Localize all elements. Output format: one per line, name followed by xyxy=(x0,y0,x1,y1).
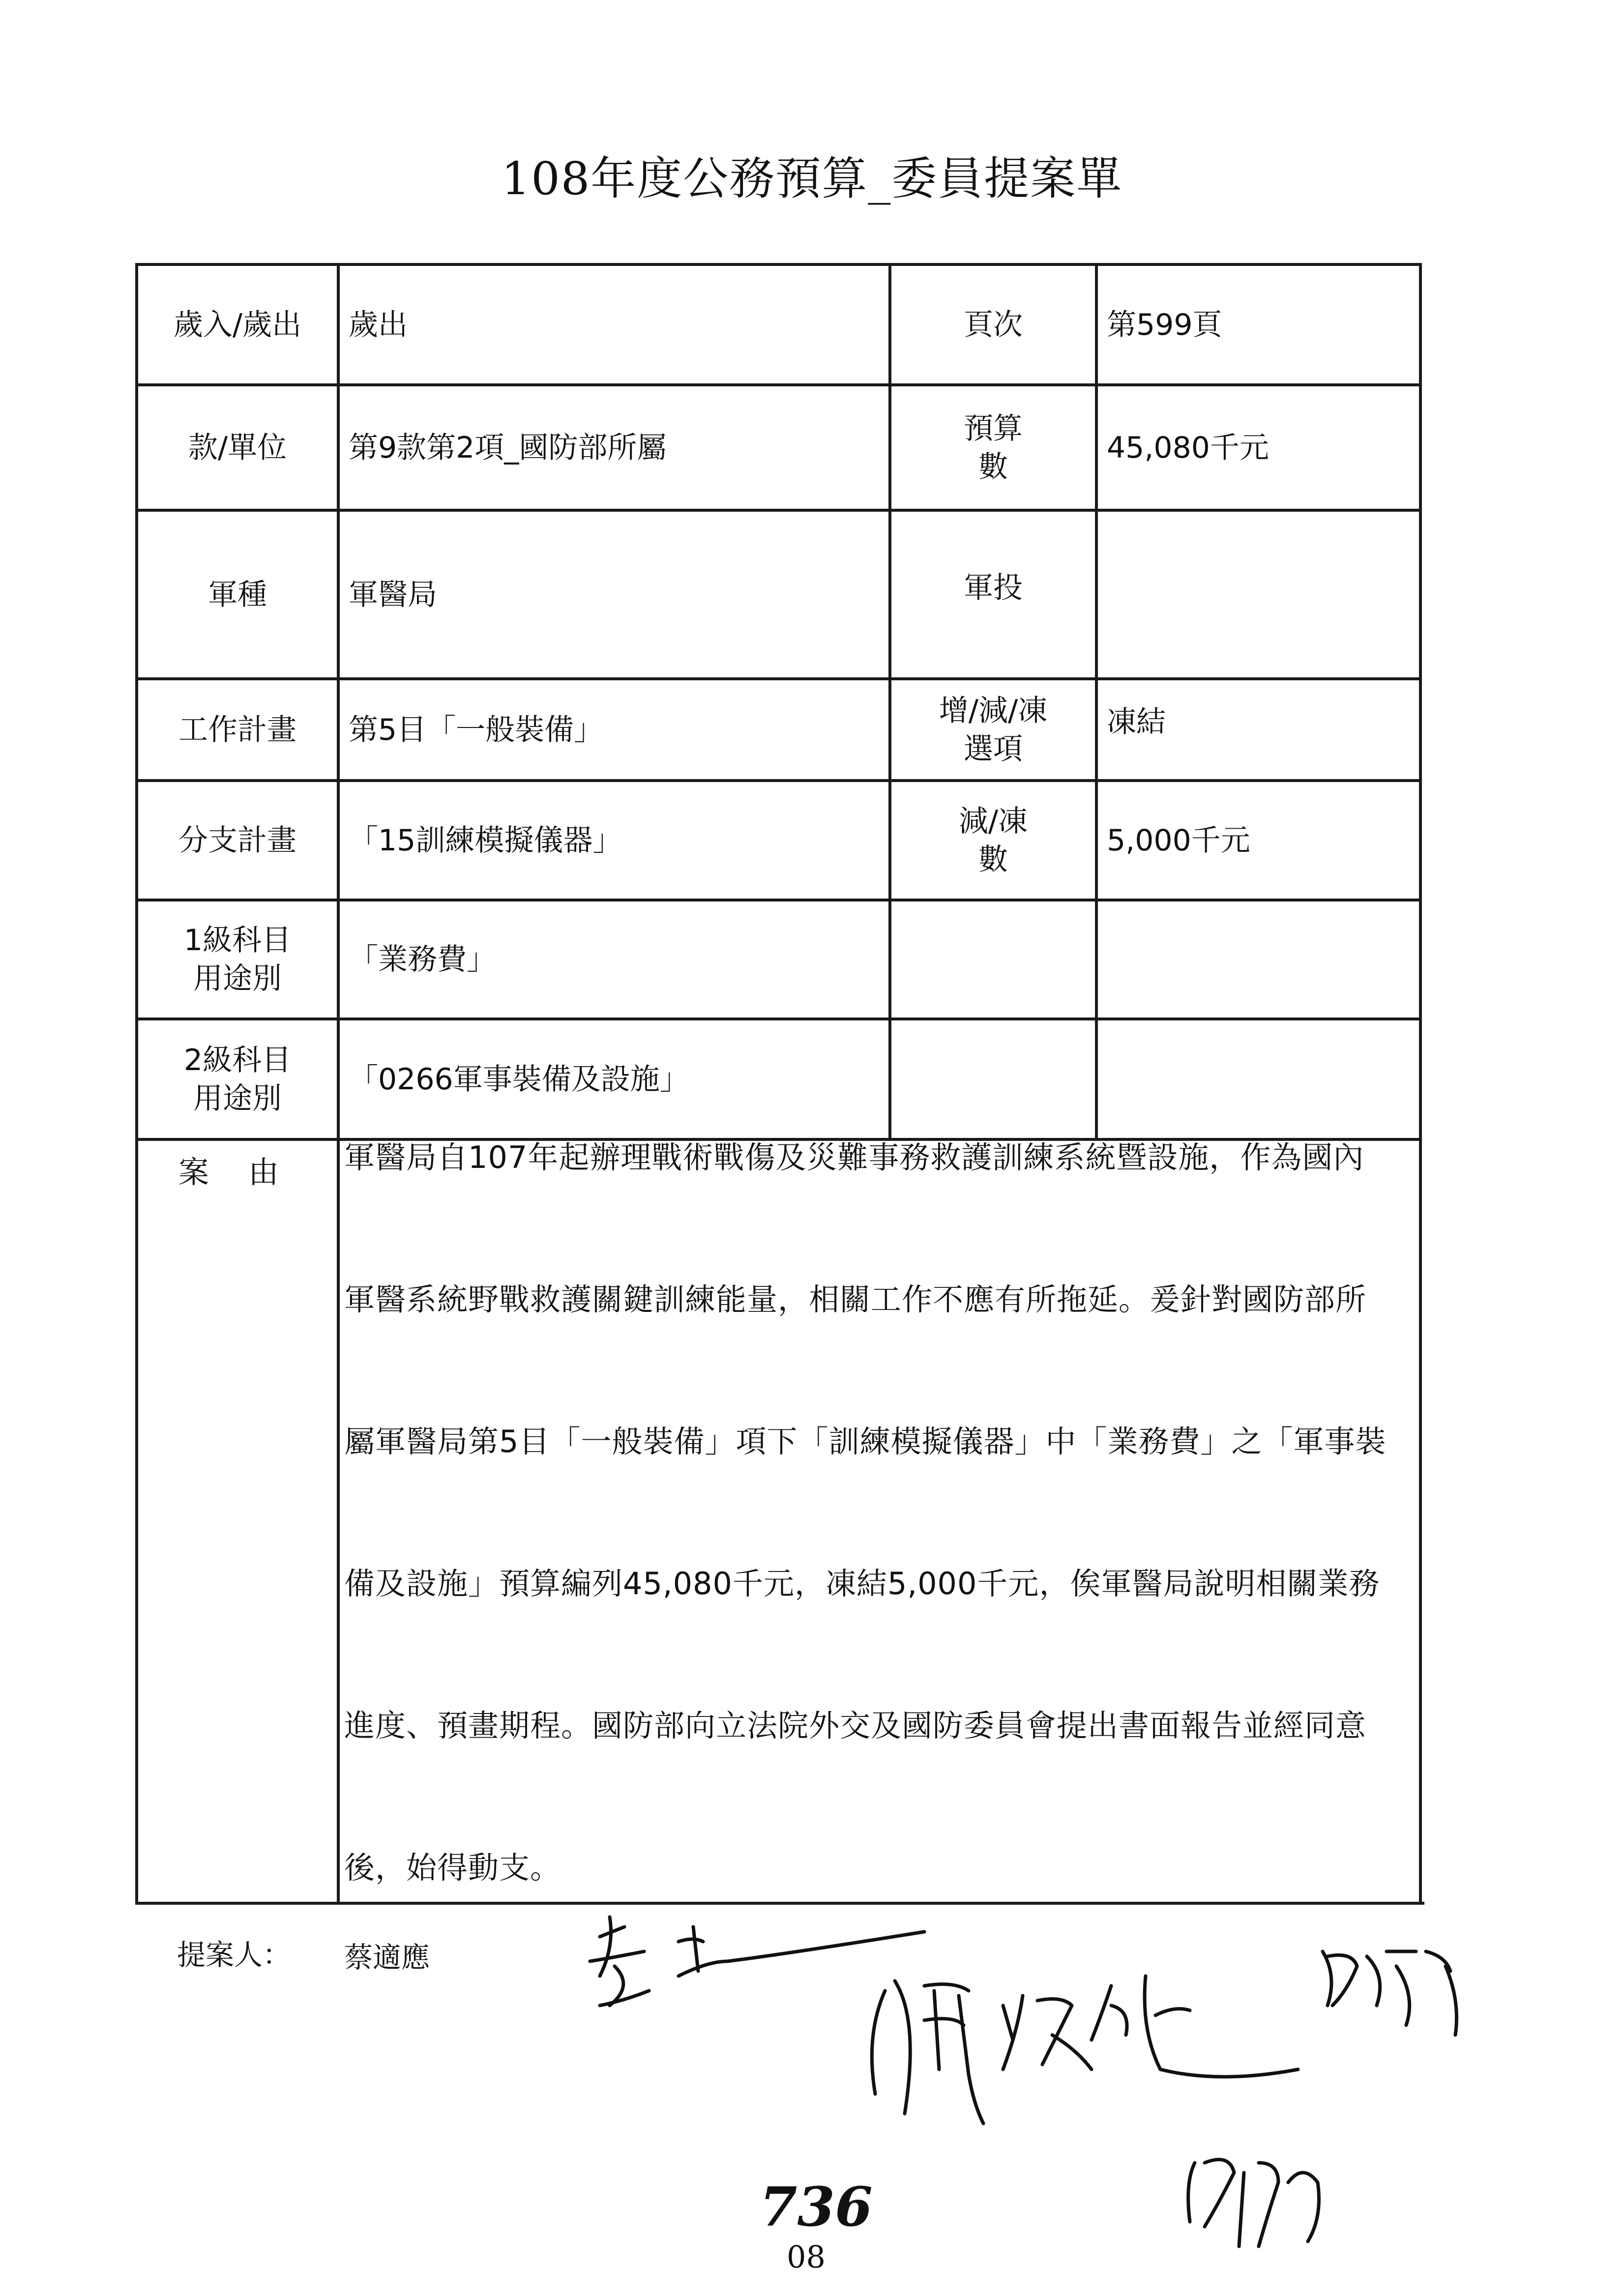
row-label-section-unit: 款/單位 xyxy=(188,430,287,465)
row-value-budget-amount: 45,080千元 xyxy=(1107,430,1269,465)
row-label-reduce-freeze-amount: 減/凍 數 xyxy=(958,804,1028,877)
row-value-branch-plan: 「15訓練模擬儀器」 xyxy=(349,823,622,858)
reason-line: 屬軍醫局第5目「一般裝備」項下「訓練模擬儀器」中「業務費」之「軍事裝 xyxy=(344,1424,1387,1459)
row-label-income-expense: 歲入/歲出 xyxy=(173,307,302,342)
row-value-work-plan: 第5目「一般裝備」 xyxy=(349,712,604,747)
reason-line: 後，始得動支。 xyxy=(344,1850,561,1886)
row-value-empty-5 xyxy=(1098,901,1421,1017)
form-title: 108年度公務預算_委員提案單 xyxy=(501,152,1123,205)
row-value-military-investment xyxy=(1098,512,1421,677)
row-value-reduce-freeze-amount: 5,000千元 xyxy=(1107,823,1250,858)
row-value-section-unit: 第9款第2項_國防部所屬 xyxy=(349,430,667,465)
row-label-service-branch: 軍種 xyxy=(208,577,267,612)
row-label-budget-amount: 預算 數 xyxy=(964,411,1023,484)
reason-text xyxy=(344,1086,1421,1939)
row-label-empty-5 xyxy=(891,901,1095,1017)
row-label-branch-plan: 分支計畫 xyxy=(178,823,296,858)
row-label-level2-subject: 2級科目 用途別 xyxy=(183,1043,292,1116)
page-number: 08 xyxy=(787,2239,826,2275)
row-value-service-branch: 軍醫局 xyxy=(349,577,437,612)
row-label-work-plan: 工作計畫 xyxy=(178,712,296,747)
proposer-label: 提案人： xyxy=(177,1938,292,1972)
row-label-adjust-option: 增/減/凍 選項 xyxy=(939,693,1048,766)
row-label-page: 頁次 xyxy=(964,307,1023,342)
row-value-income-expense: 歲出 xyxy=(349,307,408,342)
proposer-name: 蔡適應 xyxy=(344,1941,430,1974)
handwritten-page-number: 736 xyxy=(760,2175,873,2238)
reason-line: 備及設施」預算編列45,080千元，凍結5,000千元，俟軍醫局說明相關業務 xyxy=(344,1566,1380,1601)
reason-line: 軍醫系統野戰救護關鍵訓練能量，相關工作不應有所拖延。爰針對國防部所 xyxy=(344,1281,1367,1317)
row-label-military-investment: 軍投 xyxy=(964,571,1023,605)
row-label-level1-subject: 1級科目 用途別 xyxy=(183,923,292,996)
row-value-page: 第599頁 xyxy=(1107,307,1222,342)
row-value-adjust-option: 凍結 xyxy=(1107,705,1166,739)
row-value-level1-subject: 「業務費」 xyxy=(349,942,496,977)
reason-line: 進度、預畫期程。國防部向立法院外交及國防委員會提出書面報告並經同意 xyxy=(344,1708,1367,1744)
reason-label: 案由 xyxy=(178,1154,318,1190)
handwritten-signatures xyxy=(580,1907,1554,2281)
reason-line: 軍醫局自107年起辦理戰術戰傷及災難事務救護訓練系統暨設施，作為國內 xyxy=(344,1139,1364,1175)
row-value-level2-subject: 「0266軍事裝備及設施」 xyxy=(349,1062,689,1097)
